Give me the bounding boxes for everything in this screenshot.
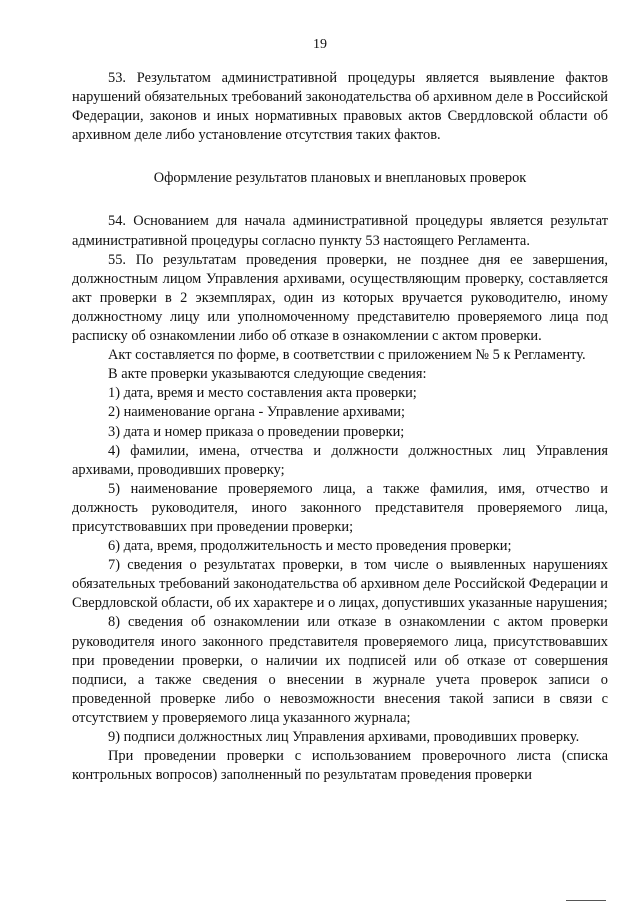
list-item-8: 8) сведения об ознакомлении или отказе в ознакомлении с актом проверки руководителя иного законного представителя проверяемого лица, присутствовавших при проведении проверки, о наличии их подписей или об отказе от совершения подписи, а также сведения о внесении в журнале учета проверок записи о проведенной проверке либо о невозможности внесения такой записи в связи с отсутствием у проверяемого лица указанного журнала; [72,614,608,726]
list-item-7: 7) сведения о результатах проверки, в том числе о выявленных нарушениях обязательных требований законодательства об архивном деле Российской Федерации и Свердловской области, об их характере и о лицах, допустивших указанные нарушения; [72,557,608,612]
list-item-3: 3) дата и номер приказа о проведении проверки; [108,423,405,440]
list-item-2: 2) наименование органа - Управление архивами; [108,404,405,421]
paragraph-53: 53. Результатом административной процедуры является выявление фактов нарушений обязательных требований законодательства об архивном деле в Российской Федерации, законов и иных нормативных правовых актов Свердловской области об архивном деле либо установление отсутствия таких фактов. [72,70,608,144]
list-item-4: 4) фамилии, имена, отчества и должности должностных лиц Управления архивами, проводивших проверку; [72,442,608,478]
list-item-5: 5) наименование проверяемого лица, а также фамилия, имя, отчество и должность руководителя, иного законного представителя проверяемого лица, присутствовавших при проведении проверки; [72,480,608,535]
paragraph-55: 55. По результатам проведения проверки, не позднее дня ее завершения, должностным лицом Управления архивами, осуществляющим проверку, составляется акт проверки в 2 экземплярах, один из которых вручается руководителю, иному должностному лицу или уполномоченному представителю проверяемого лица под расписку об ознакомлении либо об отказе в ознакомлении с актом проверки. [72,251,608,345]
list-item-6: 6) дата, время, продолжительность и место проведения проверки; [108,538,512,555]
paragraph-checklist: При проведении проверки с использованием проверочного листа (списка контрольных вопросов) заполненный по результатам проведения проверки [72,748,608,784]
document-body [72,69,608,785]
list-item-1: 1) дата, время и место составления акта проверки; [108,385,417,402]
section-heading: Оформление результатов плановых и внеплановых проверок [153,170,527,187]
list-item-9: 9) подписи должностных лиц Управления архивами, проводивших проверку. [108,729,580,745]
page-edge-mark [566,900,606,901]
paragraph-act-intro: В акте проверки указываются следующие сведения: [108,366,427,383]
paragraph-act-form: Акт составляется по форме, в соответствии с приложением № 5 к Регламенту. [108,347,586,364]
page-number: 19 [313,37,327,52]
paragraph-54: 54. Основанием для начала административной процедуры является результат административной процедуры согласно пункту 53 настоящего Регламента. [72,213,608,249]
